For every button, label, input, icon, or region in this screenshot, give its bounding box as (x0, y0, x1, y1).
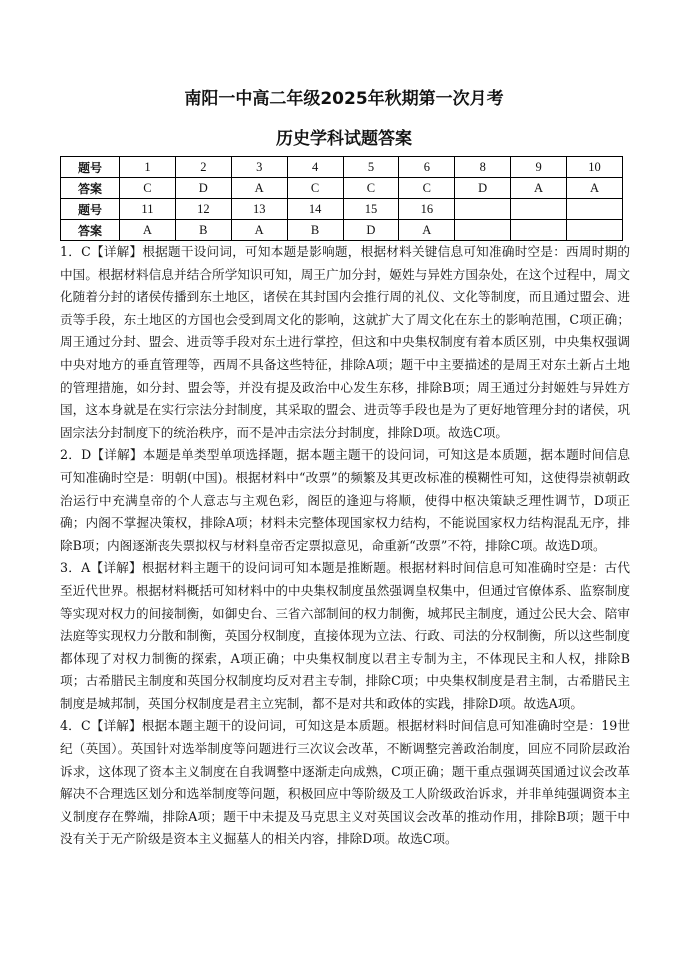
question-number: 14 (287, 199, 343, 220)
question-number: 2 (175, 157, 231, 178)
question-number: 6 (399, 157, 455, 178)
answer-cell: B (287, 220, 343, 241)
explanation-prefix: 1．C【详解】 (60, 244, 143, 259)
answer-table (60, 156, 623, 241)
answer-cell: A (120, 220, 176, 241)
answer-cell (567, 220, 623, 241)
question-number (511, 199, 567, 220)
page-subtitle: 历史学科试题答案 (276, 129, 412, 149)
answer-cell: C (343, 178, 399, 199)
explanation-prefix: 2．D【详解】 (60, 447, 143, 463)
explanation-3 (60, 557, 630, 715)
explanations (60, 241, 630, 851)
question-number: 13 (231, 199, 287, 220)
question-number: 5 (343, 157, 399, 178)
question-number: 4 (287, 157, 343, 178)
question-number: 12 (175, 199, 231, 220)
question-label: 题号 (61, 157, 120, 178)
question-number: 9 (511, 157, 567, 178)
answer-cell (511, 220, 567, 241)
question-number: 3 (231, 157, 287, 178)
explanation-text: 根据题干设问词，可知本题是影响题，根据材料关键信息可知准确时空是：西周时期的中国。根据材料信息并结合所学知识可知，周王广加分封，姬姓与异姓方国杂处，在这个过程中，周文化随着分封的诸侯传播到东土地区，诸侯在其封国内会推行周的礼仪、文化等制度，而且通过盟会、进贡等手段，东土地区的方国也会受到周文化的影响，这就扩大了周文化在东土的影响范围，C项正确；周王通过分封、盟会、进贡等手段对东土进行掌控，但这和中央集权制度有着本质区别，中央集权强调中央对地方的垂直管理等，西周不具备这些特征，排除A项；题干中主要描述的是周王对东土新占土地的管理措施，如分封、盟会等，并没有提及政治中心发生东移，排除B项；周王通过分封姬姓与异姓方国，这本身就是在实行宗法分封制度，其采取的盟会、进贡等手段也是为了更好地管理分封的诸侯，巩固宗法分封制度下的统治秩序，而不是冲击宗法分封制度，排除D项。故选C项。 (60, 244, 630, 440)
answer-cell: B (175, 220, 231, 241)
explanation-text: 根据材料主题干的设问词可知本题是推断题。根据材料时间信息可知准确时空是：古代至近代世界。根据材料概括可知材料中的中央集权制度虽然强调皇权集中，但通过官僚体系、监察制度等实现对权力的间接制衡，如御史台、三省六部制间的权力制衡，城邦民主制度，通过公民大会、陪审法庭等实现权力分散和制衡，英国分权制度，直接体现为立法、行政、司法的分权制衡，所以这些制度都体现了对权力制衡的探索，A项正确；中央集权制度以君主专制为主，不体现民主和人权，排除B项；古希腊民主制度和英国分权制度均反对君主专制，排除C项；中央集权制度是君主制，古希腊民主制度是城邦制，英国分权制度是君主立宪制，都不是对共和政体的实践，排除D项。故选A项。 (60, 560, 631, 711)
answer-cell: A (511, 178, 567, 199)
table-row (61, 199, 623, 220)
answer-cell: C (287, 178, 343, 199)
answer-cell (455, 220, 511, 241)
table-row (61, 157, 623, 178)
question-number: 16 (399, 199, 455, 220)
explanation-2 (60, 444, 630, 557)
question-number (567, 199, 623, 220)
question-number: 15 (343, 199, 399, 220)
explanation-1 (60, 241, 630, 444)
answer-cell: D (455, 178, 511, 199)
question-number: 10 (567, 157, 623, 178)
answer-cell: D (343, 220, 399, 241)
answer-cell: D (175, 178, 231, 199)
explanation-text: 根据本题主题干的设问词，可知这是本质题。根据材料时间信息可知准确时空是：19世纪（英国）。英国针对选举制度等问题进行三次议会改革，不断调整完善政治制度，回应不同阶层政治诉求，这体现了资本主义制度在自我调整中逐渐走向成熟，C项正确；题干重点强调英国通过议会改革解决不合理选区划分和选举制度等问题，积极回应中等阶级及工人阶级政治诉求，并非单纯强调资本主义制度存在弊端，排除A项；题干中未提及马克思主义对英国议会改革的推动作用，排除B项；题干中没有关于无产阶级是资本主义掘墓人的相关内容，排除D项。故选C项。 (60, 718, 630, 847)
answer-cell: A (231, 178, 287, 199)
answer-cell: C (120, 178, 176, 199)
answer-cell: A (231, 220, 287, 241)
table-row (61, 178, 623, 199)
answer-cell: C (399, 178, 455, 199)
answer-cell: A (399, 220, 455, 241)
question-number: 11 (120, 199, 176, 220)
answer-cell: A (567, 178, 623, 199)
answer-label: 答案 (61, 178, 120, 199)
explanation-prefix: 3．A【详解】 (60, 560, 142, 576)
explanation-text: 本题是单类型单项选择题，据本题主题干的设问词，可知这是本质题，据本题时间信息可知准确时空是：明朝(中国)。根据材料中“改票”的频繁及其更改标准的模糊性可知，这使得崇祯朝政治运行中充满皇帝的个人意志与主观色彩，阁臣的逢迎与将顺，使得中枢决策缺乏理性调节，D项正确；内阁不掌握决策权，排除A项；材料未完整体现国家权力结构，不能说国家权力结构混乱无序，排除B项；内阁逐渐丧失票拟权与材料皇帝否定票拟意见，命重新“改票”不符，排除C项。故选D项。 (60, 447, 630, 553)
table-row (61, 220, 623, 241)
explanation-4 (60, 715, 630, 851)
question-label: 题号 (61, 199, 120, 220)
explanation-prefix: 4．C【详解】 (60, 718, 142, 734)
question-number (455, 199, 511, 220)
answer-label: 答案 (61, 220, 120, 241)
question-number: 8 (455, 157, 511, 178)
question-number: 1 (120, 157, 176, 178)
page-title: 南阳一中高二年级2025年秋期第一次月考 (184, 89, 504, 109)
